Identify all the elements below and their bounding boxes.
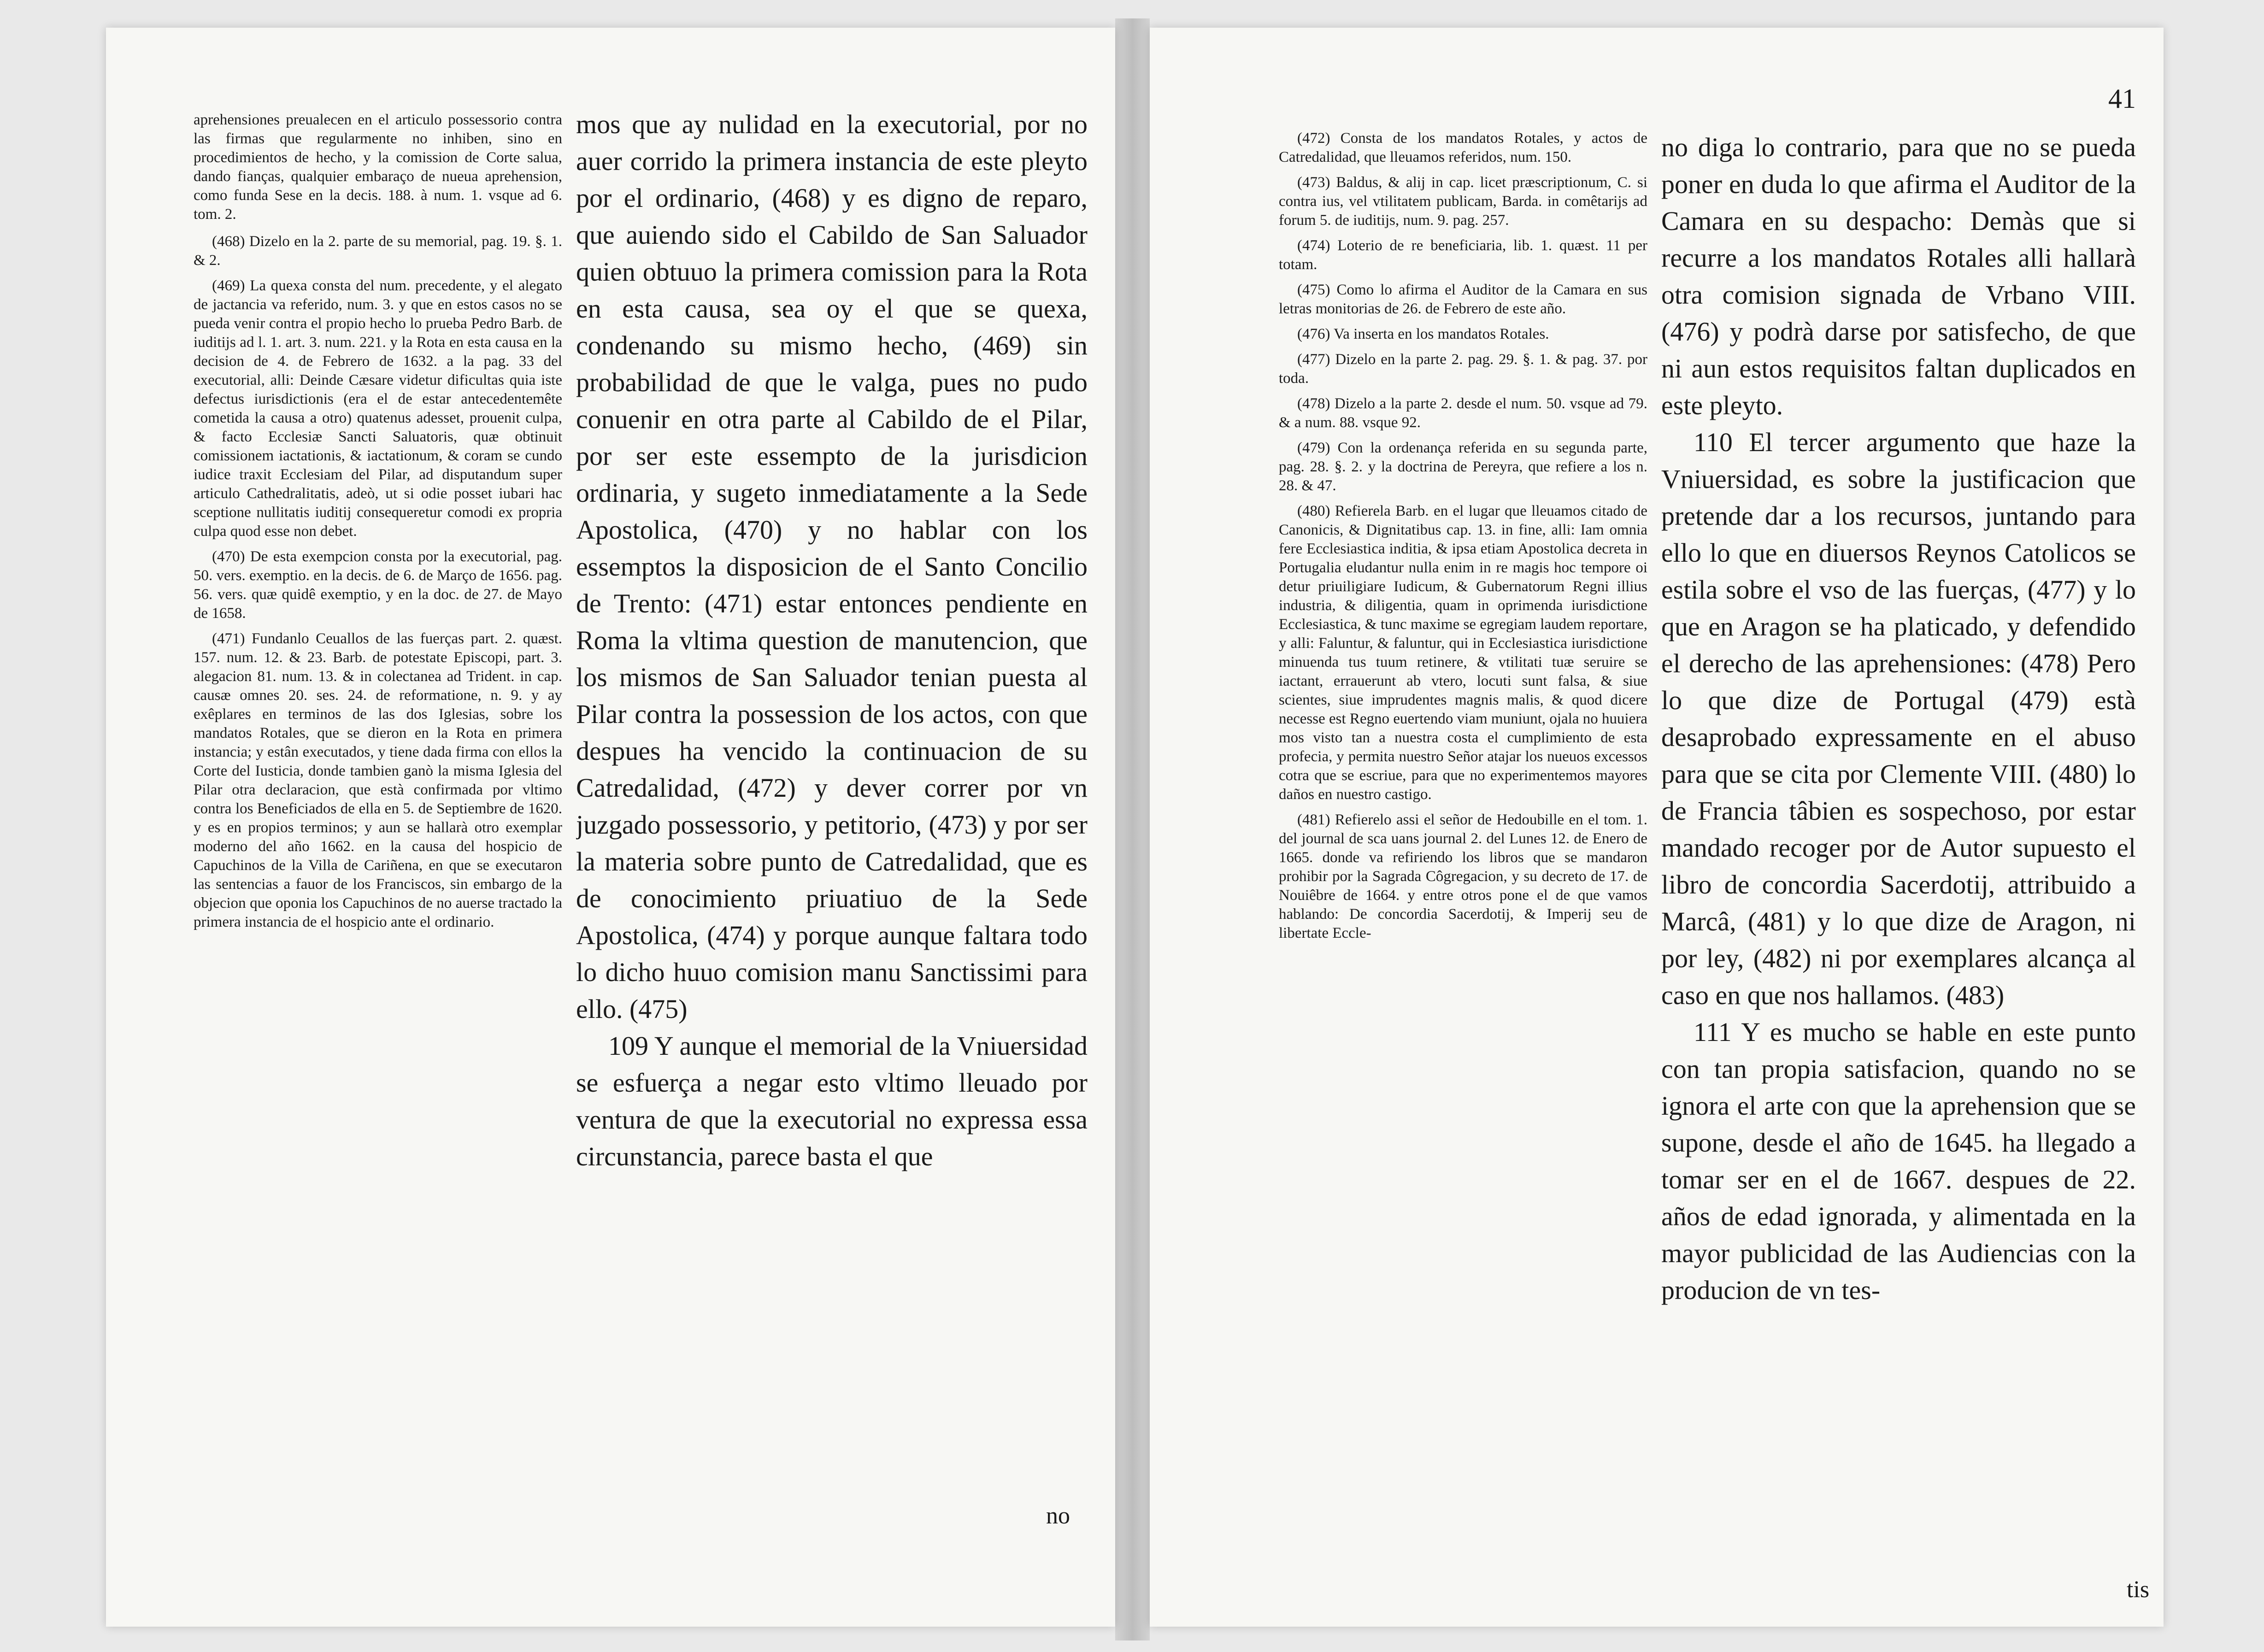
right-main-column xyxy=(1661,129,2136,1571)
right-page xyxy=(1150,28,2164,1627)
right-note-479: (479) Con la ordenança referida en su segunda parte, pag. 28. §. 2. y la doctrina de Pereyra, que refiere a los n. 28. & 47. xyxy=(1279,440,1647,494)
left-note-470: (470) De esta exempcion consta por la executorial, pag. 50. vers. exemptio. en la decis. de 6. de Março de 1656. pag. 56. vers. quæ quidê exemptio, y en la doc. de 27. de Mayo de 1658. xyxy=(194,548,562,622)
right-note-481: (481) Refierelo assi el señor de Hedoubille en el tom. 1. del journal de sca uans journal 2. del Lunes 12. de Enero de 1665. donde va refiriendo los libros que se mandaron prohibir por la Sagrada Côgregacion, y su decreto de 17. de Nouiêbre de 1664. y entre otros pone el de que vamos hablando: De concordia Sacerdotij, & Imperij seu de libertate Eccle- xyxy=(1279,811,1647,941)
left-page xyxy=(106,28,1115,1627)
left-notes-column xyxy=(194,111,562,1585)
right-catchword: tis xyxy=(2127,1576,2150,1603)
left-main-column xyxy=(576,106,1088,1558)
book-gutter xyxy=(1115,18,1150,1640)
left-note-469: (469) La quexa consta del num. precedente, y el alegato de jactancia va referido, num. 3. y que en estos casos no se pueda venir contra el propio hecho lo prueba Pedro Barb. de iuditijs ad l. 1. art. 3. num. 221. y la Rota en esta causa en la decision de 4. de Febrero de 1632. a la pag. 33 del executorial, alli: Deinde Cæsare videtur dificultas quia iste defectus iurisdictionis (era el de estar antecedentemête cometida la causa a otro) quatenus adesset, prouenit culpa, & facto Ecclesiæ Sancti Saluatoris, quæ obtinuit comissionem iactationis, & iactationum, & coram se cundo iudice traxit Ecclesiam del Pilar, ad disputandum super articulo Cathedralitatis, adeò, ut si odie posset iubari hac sceptione nullitatis iuditij consequeretur comodi ex propria culpa quod esse non debet. xyxy=(194,277,562,540)
left-note-468: (468) Dizelo en la 2. parte de su memorial, pag. 19. §. 1. & 2. xyxy=(194,233,562,269)
left-main-paragraph-109: 109 Y aunque el memorial de la Vniuersidad se esfuerça a negar esto vltimo lleuado por ventura de que la executorial no expressa essa circunstancia, parece basta el que xyxy=(576,1031,1088,1171)
right-note-478: (478) Dizelo a la parte 2. desde el num. 50. vsque ad 79. & a num. 88. vsque 92. xyxy=(1279,395,1647,431)
right-note-473: (473) Baldus, & alij in cap. licet præscriptionum, C. si contra ius, vel vtilitatem publicam, Barda. in comêtarijs ad forum 5. de iuditijs, num. 9. pag. 257. xyxy=(1279,174,1647,229)
right-note-477: (477) Dizelo en la parte 2. pag. 29. §. 1. & pag. 37. por toda. xyxy=(1279,351,1647,387)
folio-number: 41 xyxy=(2108,83,2136,114)
right-main-paragraph-110: 110 El tercer argumento que haze la Vniuersidad, es sobre la justificacion que pretende dar a los recursos, juntando para ello lo que en diuersos Reynos Catolicos se estila sobre el vso de las fuerças, (477) y lo que en Aragon se ha platicado, y defendido el derecho de las aprehensiones: (478) Pero lo que dize de Portugal (479) està desaprobado expressamente en el abuso para que se cita por Clemente VIII. (480) lo de Francia tâbien es sospechoso, por estar mandado recoger por de Autor supuesto el libro de concordia Sacerdotij, attribuido a Marcâ, (481) y lo que dize de Aragon, ni por ley, (482) ni por exemplares alcança al caso en que nos hallamos. (483) xyxy=(1661,427,2136,1010)
left-note-471: (471) Fundanlo Ceuallos de las fuerças part. 2. quæst. 157. num. 12. & 23. Barb. de potestate Episcopi, part. 3. alegacion 81. num. 13. & in colectanea ad Trident. in cap. causæ omnes 20. ses. 24. de reformatione, n. 9. y ay exêplares en terminos de las dos Iglesias, sobre los mandatos Rotales, que se dieron en la Rota en primera instancia; y estân executados, y tiene dada firma con ellos la Corte del Iusticia, donde tambien ganò la misma Iglesia del Pilar otra declaracion, que està confirmada por vltimo contra los Beneficiados de ella en 5. de Septiembre de 1620. y es en propios terminos; y aun se hallarà otro exemplar moderno del año 1662. en la causa del hospicio de Capuchinos de la Villa de Cariñena, en que se executaron las sentencias a fauor de los Franciscos, sin embargo de la objecion que oponia los Capuchinos de no auerse tractado la primera instancia de el hospicio ante el ordinario. xyxy=(194,630,562,930)
left-note-continuation: aprehensiones preualecen en el articulo possessorio contra las firmas que regularmente no inhiben, sino en procedimientos de hecho, y la comission de Corte salua, dando fianças, qualquier embaraço de nueua aprehension, como funda Sese en la decis. 188. à num. 1. vsque ad 6. tom. 2. xyxy=(194,112,562,223)
left-catchword: no xyxy=(1046,1503,1070,1529)
right-note-472: (472) Consta de los mandatos Rotales, y actos de Catredalidad, que lleuamos referidos, num. 150. xyxy=(1279,130,1647,165)
right-note-474: (474) Loterio de re beneficiaria, lib. 1. quæst. 11 per totam. xyxy=(1279,237,1647,273)
left-main-paragraph-1: mos que ay nulidad en la executorial, por no auer corrido la primera instancia de este pleyto por el ordinario, (468) y es digno de reparo, que auiendo sido el Cabildo de San Saluador quien obtuuo la primera comission para la Rota en esta causa, sea oy el que se quexa, condenando su mismo hecho, (469) sin probabilidad de que le valga, pues no pudo conuenir en otra parte al Cabildo de el Pilar, por ser este essempto de la jurisdicion ordinaria, y sugeto inmediatamente a la Sede Apostolica, (470) y no hablar con los essemptos la disposicion de el Santo Concilio de Trento: (471) estar entonces pendiente en Roma la vltima question de manutencion, que los mismos de San Saluador tenian puesta al Pilar contra la possession de los actos, con que despues ha vencido la continuacion de su Catredalidad, (472) y dever correr por vn juzgado possessorio, y petitorio, (473) y por ser la materia sobre punto de Catredalidad, que es de conocimiento priuatiuo de la Sede Apostolica, (474) y porque aunque faltara todo lo dicho huuo comision manu Sanctissimi para ello. (475) xyxy=(576,109,1088,1024)
right-note-475: (475) Como lo afirma el Auditor de la Camara en sus letras monitorias de 26. de Febrero de este año. xyxy=(1279,282,1647,317)
right-main-paragraph-111: 111 Y es mucho se hable en este punto con tan propia satisfacion, quando no se ignora el arte con que la aprehension que se supone, desde el año de 1645. ha llegado a tomar ser en el de 1667. despues de 22. años de edad ignorada, y alimentada en la mayor publicidad de las Audiencias con la producion de vn tes- xyxy=(1661,1017,2136,1305)
right-note-480: (480) Refierela Barb. en el lugar que lleuamos citado de Canonicis, & Dignitatibus cap. 13. in fine, alli: Iam omnia fere Ecclesiastica inditia, & ipsa etiam Apostolica decreta in Portugalia eludantur nulla enim in re magis hoc tempore oi detur priuiligiare Iudicum, & Gubernatorum Regni illius industria, & diligentia, quam in oprimenda iurisdictione Ecclesiastica, & tunc maxime se egregiam laudem reportare, y alli: Faluntur, & faluntur, qui in Ecclesiastica iurisdictione minuenda tus tuum retinere, & vtilitati tuæ seruire se iactant, errauerunt ab vtero, locuti sunt falsa, & siue scientes, siue imprudentes magnis malis, & quod dicere necesse est Regno euertendo viam muniunt, ojala no huuiera mos visto tan a nuestra costa el cumplimiento de esta profecia, y permita nuestro Señor atajar los nueuos excessos cotra que se escriue, para que no experimentemos mayores daños en nuestro castigo. xyxy=(1279,503,1647,803)
right-main-paragraph-continuation: no diga lo contrario, para que no se pueda poner en duda lo que afirma el Auditor de la Camara en su despacho: Demàs que si recurre a los mandatos Rotales alli hallarà otra comision signada de Vrbano VIII. (476) y podrà darse por satisfecho, de que ni aun estos requisitos faltan duplicados en este pleyto. xyxy=(1661,132,2136,420)
right-notes-column xyxy=(1279,129,1647,1604)
right-note-476: (476) Va inserta en los mandatos Rotales. xyxy=(1297,326,1549,342)
